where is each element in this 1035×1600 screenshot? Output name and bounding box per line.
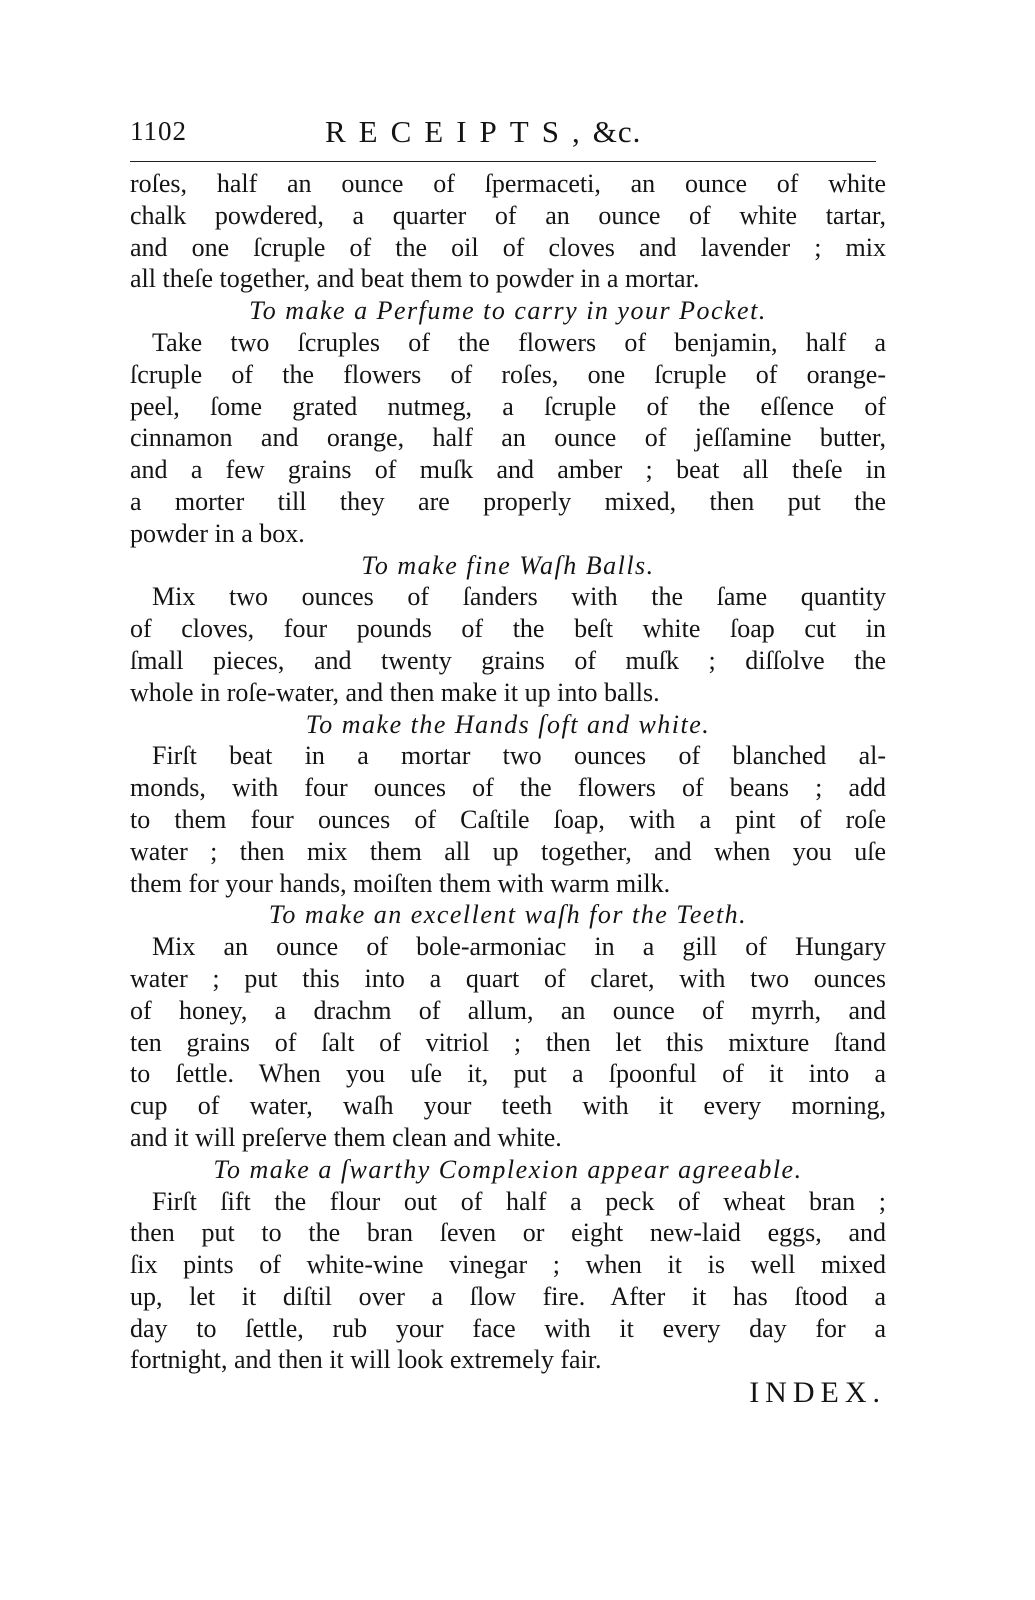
text-line: ten grains of ſalt of vitriol ; then let this mixture ſtand (130, 1027, 886, 1057)
text-line: of honey, a drachm of allum, an ounce of myrrh, and (130, 995, 886, 1025)
text-line: Mix an ounce of bole-armoniac in a gill of Hungary (152, 932, 886, 962)
text-line: fortnight, and then it will look extremely fair. (130, 1345, 602, 1375)
text-line: whole in roſe-water, and then make it up into balls. (130, 677, 660, 707)
page-header (130, 116, 886, 156)
text-line: peel, ſome grated nutmeg, a ſcruple of the eſſence of (130, 391, 886, 421)
text-line: cup of water, waſh your teeth with it every morning, (130, 1091, 886, 1121)
text-line: them for your hands, moiſten them with warm milk. (130, 868, 671, 898)
text-line: water ; then mix them all up together, and when you uſe (130, 836, 886, 866)
text-line: cinnamon and orange, half an ounce of jeſſamine butter, (130, 423, 886, 453)
text-line: and a few grains of muſk and amber ; beat all theſe in (130, 455, 886, 485)
text-line: powder in a box. (130, 518, 305, 548)
text-line: Firſt ſift the flour out of half a peck of wheat bran ; (152, 1186, 886, 1216)
text-line: day to ſettle, rub your face with it every day for a (130, 1313, 886, 1343)
text-line: chalk powdered, a quarter of an ounce of white tartar, (130, 200, 886, 230)
running-title-text: RECEIPTS, (325, 114, 593, 149)
text-line: up, let it diſtil over a ſlow fire. After it has ſtood a (130, 1281, 886, 1311)
text-line: then put to the bran ſeven or eight new-laid eggs, and (130, 1218, 886, 1248)
recipe-section (130, 1154, 886, 1377)
text-line: to ſettle. When you uſe it, put a ſpoonful of it into a (130, 1059, 886, 1089)
recipe-heading: To make an excellent waſh for the Teeth. (268, 900, 748, 930)
text-line: to them four ounces of Caſtile ſoap, with a pint of roſe (130, 804, 886, 834)
header-rule (130, 161, 876, 162)
recipe-section (130, 709, 886, 900)
text-line: ſcruple of the flowers of roſes, one ſcruple of orange- (130, 359, 886, 389)
text-line: water ; put this into a quart of claret, with two ounces (130, 963, 886, 993)
text-line: Firſt beat in a mortar two ounces of blanched al- (152, 741, 886, 771)
text-line: Mix two ounces of ſanders with the ſame quantity (152, 582, 886, 612)
recipe-section (130, 550, 886, 709)
page-number: 1102 (130, 116, 187, 146)
recipe-section (130, 168, 886, 295)
running-title-etc: &c. (592, 114, 642, 149)
text-line: all theſe together, and beat them to powder in a mortar. (130, 264, 700, 294)
text-line: ſmall pieces, and twenty grains of muſk ; diſſolve the (130, 645, 886, 675)
recipe-section (130, 899, 886, 1153)
text-line: monds, with four ounces of the flowers of beans ; add (130, 773, 886, 803)
recipe-heading: To make the Hands ſoft and white. (305, 709, 711, 739)
recipe-section (130, 295, 886, 549)
running-title (325, 114, 641, 150)
text-line: and one ſcruple of the oil of cloves and lavender ; mix (130, 232, 886, 262)
text-line: a morter till they are properly mixed, then put the (130, 486, 886, 516)
text-line: and it will preſerve them clean and white. (130, 1122, 562, 1152)
recipe-heading: To make a ſwarthy Complexion appear agreeable. (213, 1154, 803, 1184)
text-line: ſix pints of white-wine vinegar ; when it is well mixed (130, 1250, 886, 1280)
text-line: roſes, half an ounce of ſpermaceti, an ounce of white (130, 169, 886, 198)
text-line: Take two ſcruples of the flowers of benjamin, half a (152, 327, 886, 357)
recipe-heading: To make fine Waſh Balls. (361, 550, 655, 580)
text-line: of cloves, four pounds of the beſt white ſoap cut in (130, 614, 886, 644)
recipe-heading: To make a Perfume to carry in your Pocket. (249, 296, 767, 326)
page-body (130, 168, 886, 1410)
catchword: INDEX. (749, 1376, 886, 1410)
